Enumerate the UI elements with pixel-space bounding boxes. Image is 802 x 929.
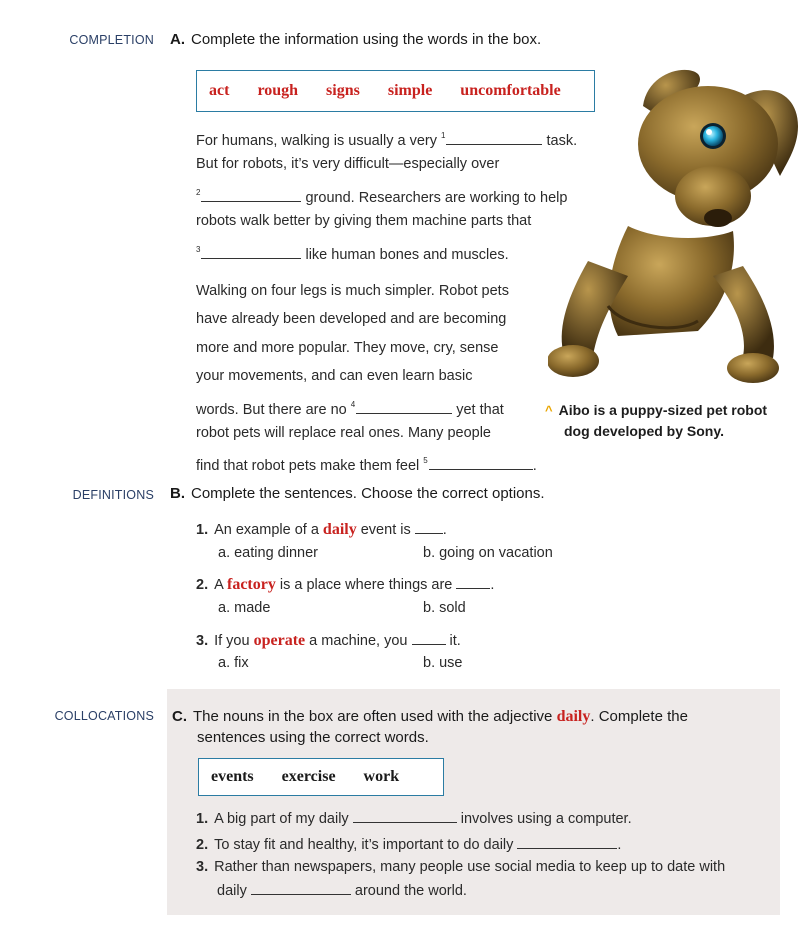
option-b1-b[interactable]: b. going on vacation — [423, 545, 553, 561]
option-b3-b[interactable]: b. use — [423, 655, 463, 671]
paragraph-2: Walking on four legs is much simpler. Robot pets have already been developed and are becoming more and more popular. They move, cry, sense your movements, and can even learn basic words. But there are no $^4$ yet that robot pets will replace real ones. Many people find that robot pets make them feel $^5$ . — [196, 283, 537, 475]
word-box-c — [198, 758, 444, 796]
blank-2[interactable] — [201, 187, 301, 202]
question-b2: 2. A factory is a place where things are . — [196, 576, 495, 593]
question-b1: 1. An example of a daily event is . — [196, 521, 447, 538]
blank-c2[interactable] — [517, 834, 617, 849]
option-b1-a[interactable]: a. eating dinner — [218, 545, 318, 561]
blank-1[interactable] — [446, 130, 542, 145]
robot-dog-image — [548, 66, 802, 396]
option-b2-b[interactable]: b. sold — [423, 600, 466, 616]
word-box-item: signs — [326, 82, 360, 99]
section-a-heading: A. Complete the information using the words in the box. — [170, 31, 542, 48]
section-label-collocations: COLLOCATIONS — [54, 709, 154, 723]
caret-up-icon: ^ — [545, 403, 553, 418]
section-c-heading: C. The nouns in the box are often used with the adjective daily. Complete the sentences using the correct words. — [172, 708, 688, 746]
item-c2: 2. To stay fit and healthy, it’s important to do daily . — [196, 834, 621, 853]
blank-5[interactable] — [429, 455, 533, 470]
item-c1: 1. A big part of my daily involves using a computer. — [196, 808, 632, 827]
image-caption: ^ Aibo is a puppy-sized pet robot dog developed by Sony. — [545, 402, 768, 439]
question-b3: 3. If you operate a machine, you it. — [196, 632, 461, 649]
blank-b3[interactable] — [412, 630, 446, 645]
word-box-item: uncomfortable — [460, 82, 561, 99]
blank-c1[interactable] — [353, 808, 457, 823]
section-b-heading: B. Complete the sentences. Choose the correct options. — [170, 485, 545, 502]
word-box-item: rough — [257, 82, 299, 99]
blank-4[interactable] — [356, 399, 452, 414]
blank-b2[interactable] — [456, 574, 490, 589]
section-label-completion: COMPLETION — [69, 33, 154, 47]
paragraph-1: For humans, walking is usually a very $^1$ task. But for robots, it’s very difficult—especially over $^2$ ground. Researchers are working to help robots walk better by giving them machine parts that $^3$ like human bones and muscles. — [196, 131, 578, 263]
word-box-item: act — [209, 82, 230, 99]
option-b3-a[interactable]: a. fix — [218, 655, 249, 671]
word-box-item: exercise — [281, 768, 336, 785]
option-b2-a[interactable]: a. made — [218, 600, 271, 616]
section-label-definitions: DEFINITIONS — [72, 488, 154, 502]
item-c3-line2: daily around the world. — [217, 880, 467, 899]
item-c3: 3. Rather than newspapers, many people use social media to keep up to date with — [196, 859, 726, 875]
blank-c3[interactable] — [251, 880, 351, 895]
word-box-item: events — [211, 768, 254, 785]
word-box-a — [196, 70, 595, 112]
blank-b1[interactable] — [415, 519, 443, 534]
word-box-item: simple — [387, 82, 433, 99]
word-box-item: work — [363, 768, 400, 785]
blank-3[interactable] — [201, 244, 301, 259]
